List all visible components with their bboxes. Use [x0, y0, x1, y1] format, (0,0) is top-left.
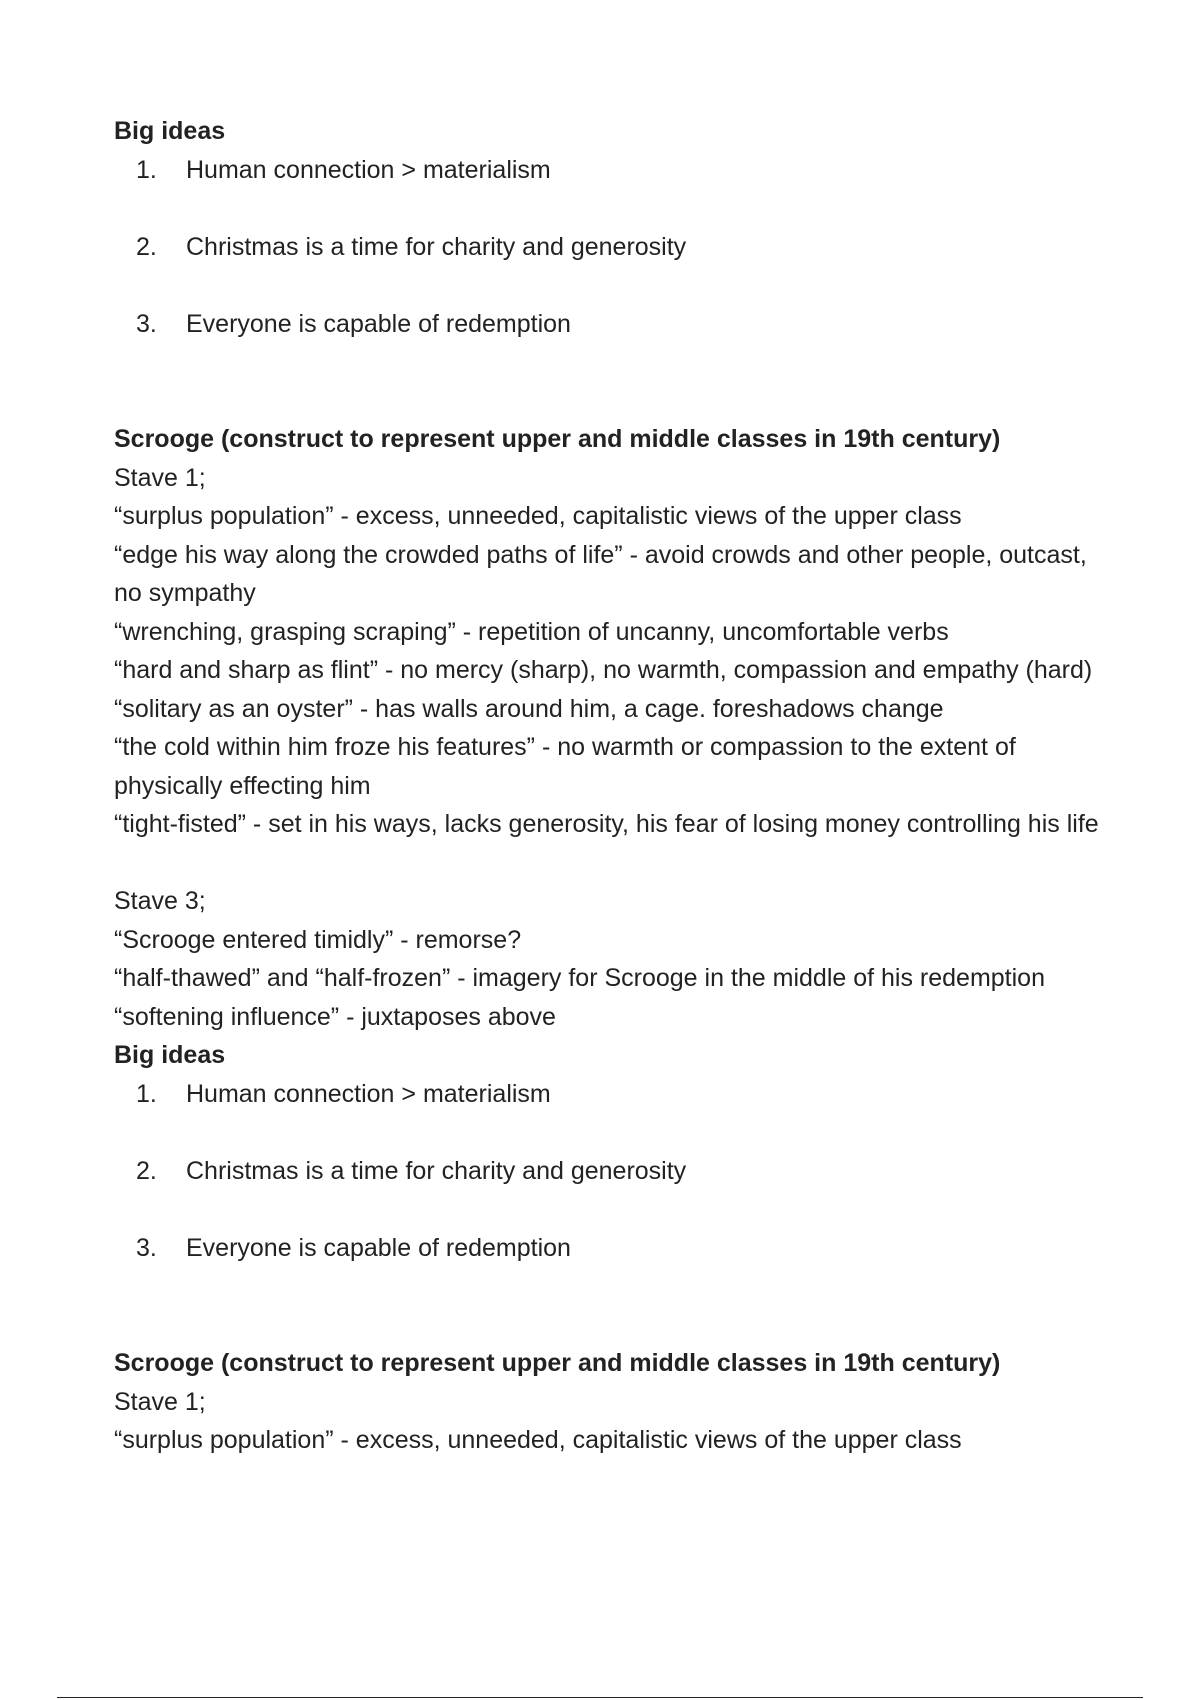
big-ideas-list: [114, 151, 1114, 344]
quote-note: “surplus population” - excess, unneeded, capitalistic views of the upper class: [114, 1426, 962, 1454]
list-text: Everyone is capable of redemption: [186, 309, 571, 338]
quote-note: “hard and sharp as flint” - no mercy (sharp), no warmth, compassion and empathy (hard): [114, 656, 1093, 684]
stave-1-label-repeat: Stave 1;: [114, 1387, 206, 1416]
list-text: Everyone is capable of redemption: [186, 1233, 571, 1262]
stave-3-notes: [114, 921, 1114, 1037]
quote-note: “the cold within him froze his features” - no warmth or compassion to the extent of physically effecting him: [114, 733, 1016, 800]
list-number: 2.: [136, 1156, 157, 1185]
big-ideas-heading: Big ideas: [114, 117, 226, 145]
scrooge-heading-repeat: Scrooge (construct to represent upper and middle classes in 19th century): [114, 1349, 1001, 1377]
list-number: 1.: [136, 1079, 157, 1108]
stave-1-notes: [114, 497, 1114, 844]
quote-note: “softening influence” - juxtaposes above: [114, 1002, 556, 1031]
list-number: 3.: [136, 309, 157, 338]
list-item: [114, 1229, 1114, 1268]
scrooge-heading: Scrooge (construct to represent upper and middle classes in 19th century): [114, 425, 1001, 453]
list-item: [114, 1075, 1114, 1114]
quote-note: “half-thawed” and “half-frozen” - imagery for Scrooge in the middle of his redemption: [114, 964, 1045, 992]
list-text: Christmas is a time for charity and generosity: [186, 1156, 687, 1185]
list-item: [114, 228, 1114, 267]
list-number: 1.: [136, 155, 157, 184]
list-item: [114, 305, 1114, 344]
quote-note: “tight-fisted” - set in his ways, lacks generosity, his fear of losing money controlling his life: [114, 810, 1099, 838]
list-text: Christmas is a time for charity and generosity: [186, 232, 687, 261]
list-text: Human connection > materialism: [186, 1079, 551, 1108]
document-page: [114, 112, 1114, 1460]
list-number: 2.: [136, 232, 157, 261]
list-text: Human connection > materialism: [186, 155, 551, 184]
quote-note: “Scrooge entered timidly” - remorse?: [114, 925, 522, 954]
list-number: 3.: [136, 1233, 157, 1262]
quote-note: “edge his way along the crowded paths of life” - avoid crowds and other people, outcast, no sympathy: [114, 540, 1087, 607]
list-item: [114, 1152, 1114, 1191]
stave-3-label: Stave 3;: [114, 887, 206, 915]
spacer: [114, 844, 1114, 883]
spacer: [114, 343, 1114, 420]
quote-note: “surplus population” - excess, unneeded, capitalistic views of the upper class: [114, 502, 962, 530]
big-ideas-heading-repeat: Big ideas: [114, 1041, 226, 1069]
stave-1-label: Stave 1;: [114, 463, 206, 492]
spacer: [114, 1267, 1114, 1344]
big-ideas-list-repeat: [114, 1075, 1114, 1268]
list-item: [114, 151, 1114, 190]
page-bottom-rule: [57, 1697, 1143, 1698]
quote-note: “wrenching, grasping scraping” - repetition of uncanny, uncomfortable verbs: [114, 617, 949, 646]
quote-note: “solitary as an oyster” - has walls around him, a cage. foreshadows change: [114, 694, 944, 723]
